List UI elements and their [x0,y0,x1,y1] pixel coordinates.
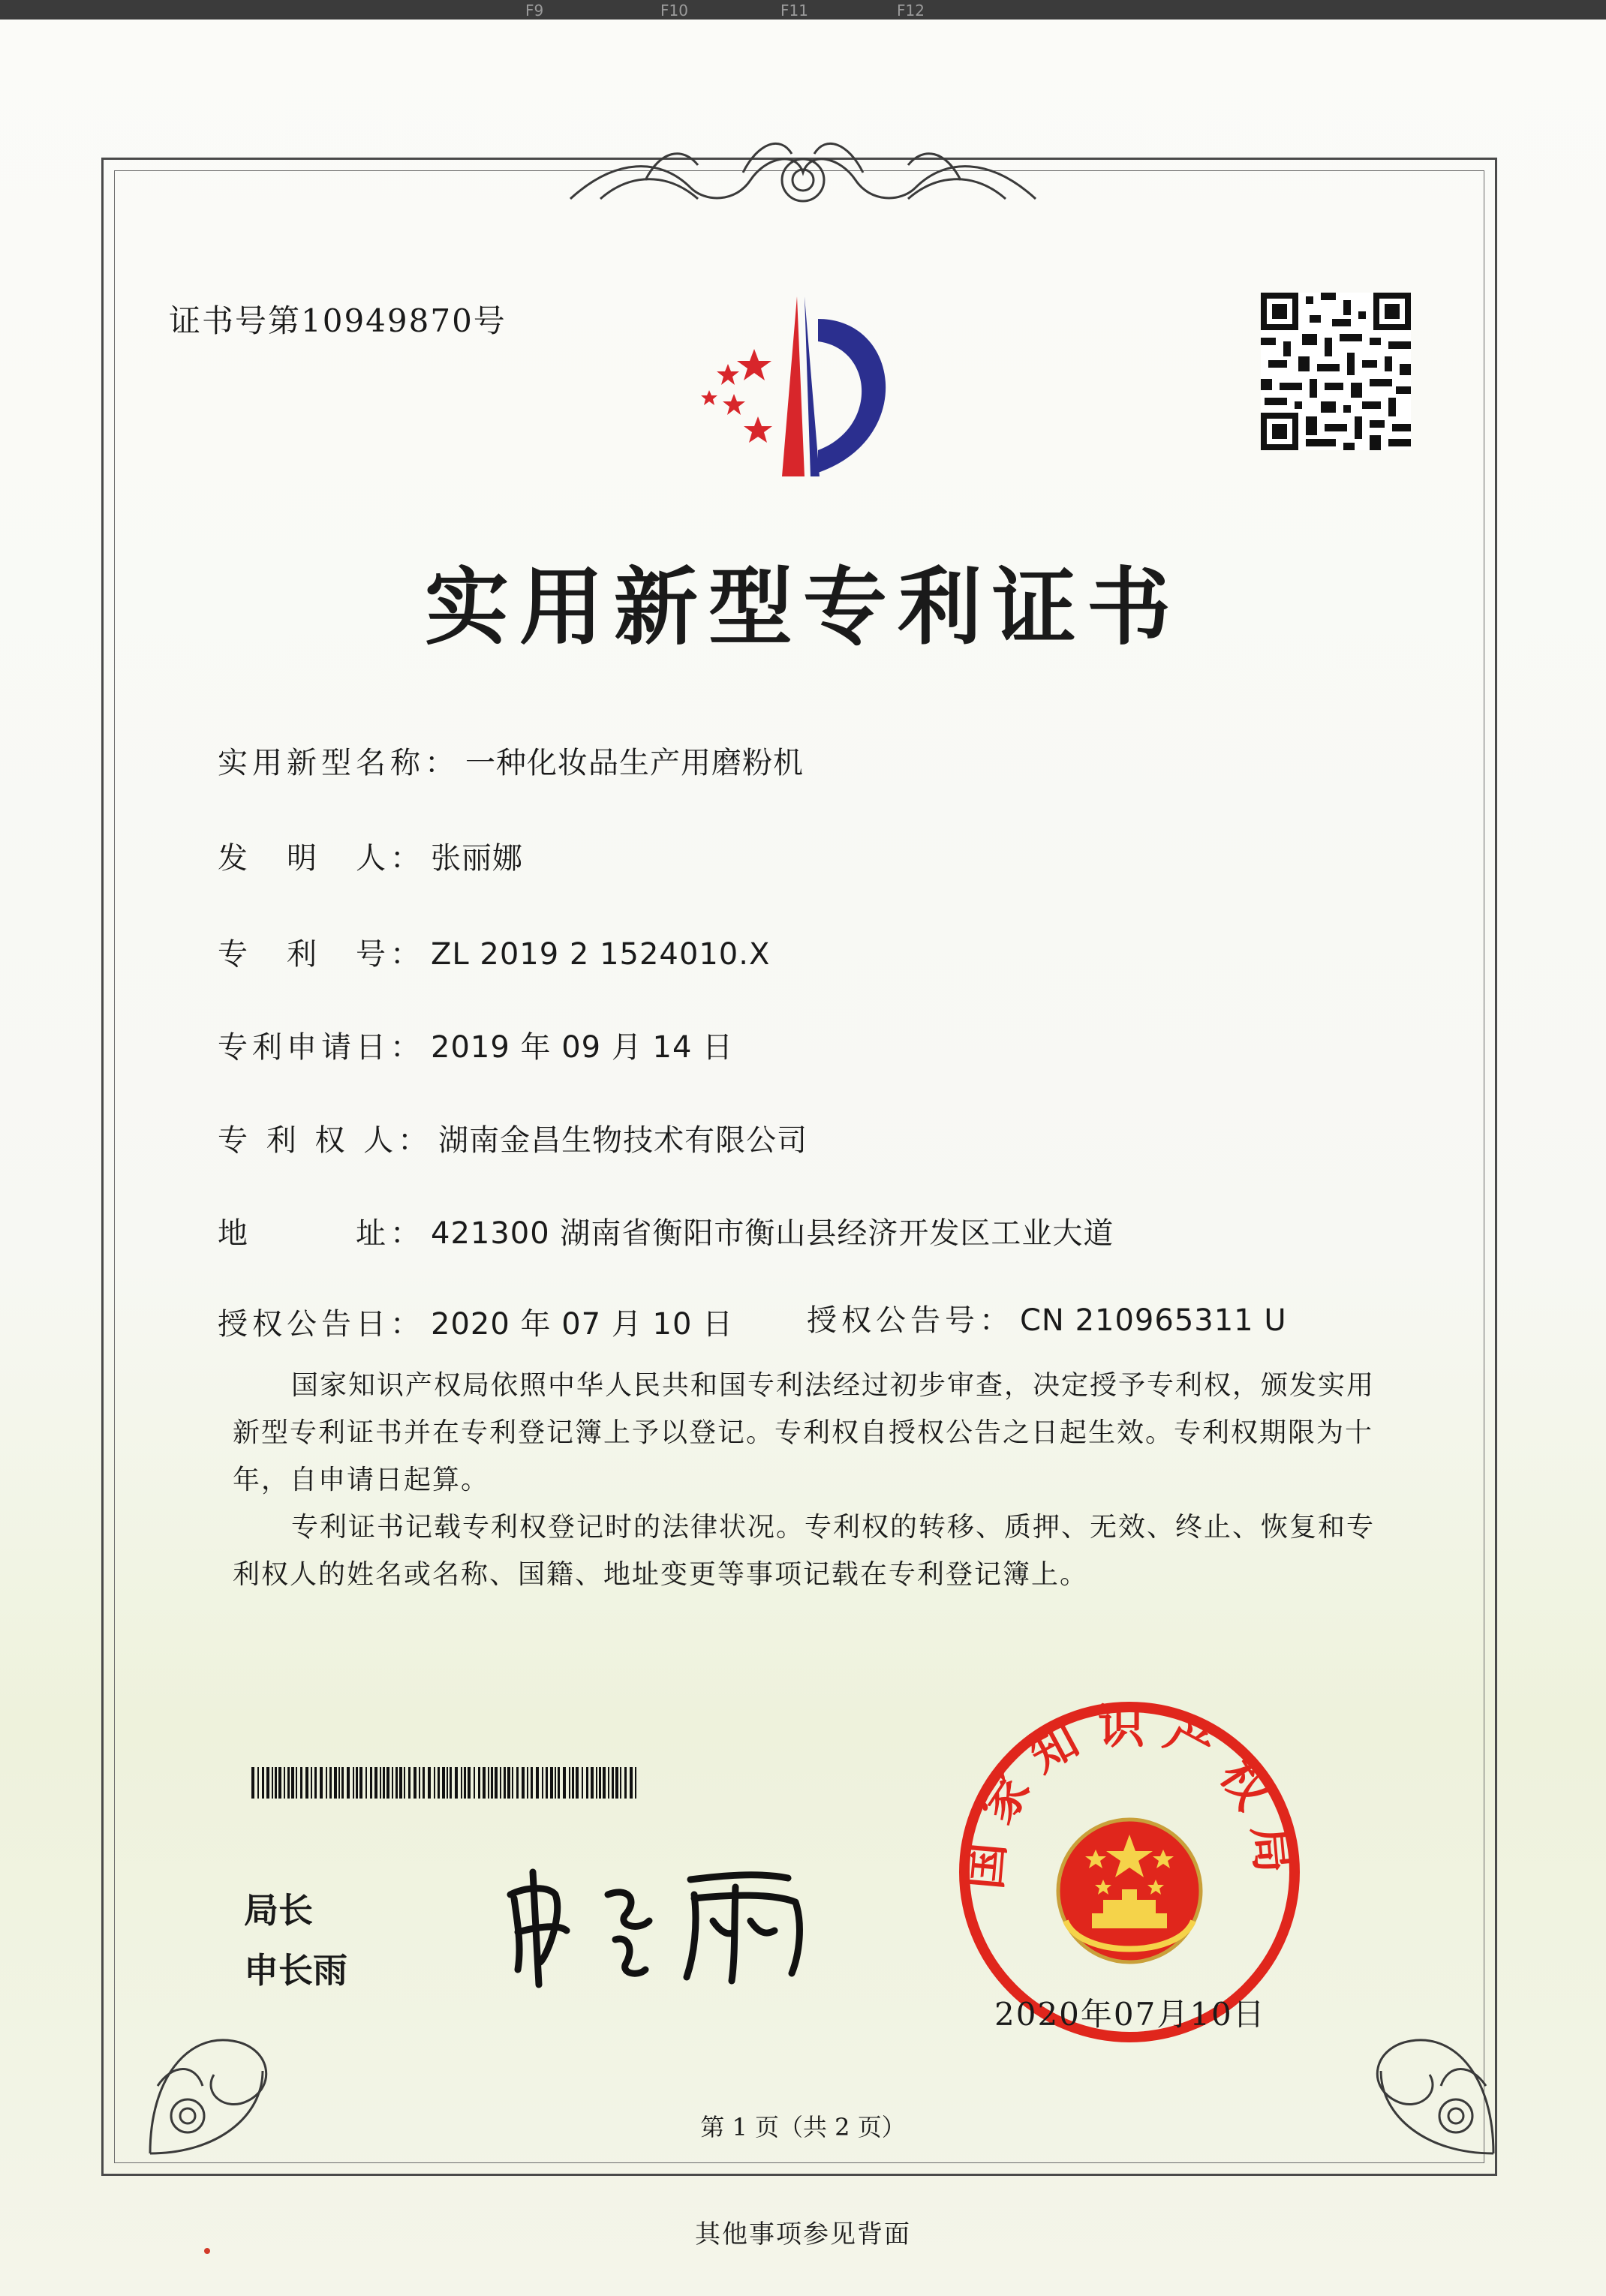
scan-key-label: F9 [525,2,544,20]
grant-number-row [807,1297,1287,1339]
address-row [218,1210,1114,1252]
barcode-bar [447,1767,448,1799]
barcode-bar [314,1767,317,1799]
barcode-bar [399,1767,402,1799]
barcode-bar [419,1767,420,1799]
barcode-bar [635,1767,636,1799]
inventor-value: 张丽娜 [431,841,523,876]
grant-date-value: 2020 年 07 月 10 日 [431,1307,734,1342]
inventor-row [218,834,523,877]
address-value: 421300 湖南省衡阳市衡山县经济开发区工业大道 [431,1216,1114,1251]
barcode-bar [582,1767,583,1799]
barcode-bar [478,1767,480,1799]
barcode-bar [630,1767,633,1799]
certificate-number-label: 证书号第 [169,302,302,339]
certificate-body [233,1362,1385,1598]
barcode-bar [278,1767,281,1799]
barcode-bar [300,1767,302,1799]
certificate-number-value: 10949870 [301,302,474,339]
scan-key-label: F11 [780,2,808,20]
barcode-bar [404,1767,405,1799]
barcode-bar [624,1767,627,1799]
barcode-bar [455,1767,458,1799]
barcode-bar [569,1767,570,1799]
barcode-bar [516,1767,519,1799]
grant-date-row [218,1300,733,1343]
barcode-bar [488,1767,489,1799]
barcode-bar [546,1767,548,1799]
barcode-bar [320,1767,323,1799]
barcode-bar [483,1767,486,1799]
barcode-bar [536,1767,539,1799]
barcode-bar [563,1767,566,1799]
barcode-bar [266,1767,269,1799]
barcode-bar [359,1767,362,1799]
barcode-bar [341,1767,344,1799]
barcode-bar [305,1767,308,1799]
barcode-bar [615,1767,618,1799]
barcode-bar [603,1767,606,1799]
barcode-bar [450,1767,452,1799]
patent-number-label: 专 利 号： [218,937,425,972]
barcode-bar [386,1767,389,1799]
barcode-bar [586,1767,588,1799]
barcode-bar [438,1767,440,1799]
barcode-bar [334,1767,337,1799]
barcode-bar [507,1767,510,1799]
ink-mark [204,2248,210,2254]
barcode-bar [464,1767,466,1799]
footer-note: 其他事项参见背面 [695,2219,911,2249]
barcode-bar [542,1767,543,1799]
patentee-value: 湖南金昌生物技术有限公司 [438,1123,808,1158]
barcode-bar [612,1767,614,1799]
barcode-bar [347,1767,350,1799]
director-title: 局长 [244,1890,313,1931]
barcode-bar [527,1767,528,1799]
barcode-bar [468,1767,471,1799]
barcode-bar [370,1767,372,1799]
barcode-bar [395,1767,398,1799]
barcode-bar [356,1767,358,1799]
barcode-bar [550,1767,553,1799]
barcode-bar [414,1767,417,1799]
grant-date-label: 授权公告日： [218,1307,425,1342]
barcode-bar [596,1767,597,1799]
barcode-bar [474,1767,475,1799]
barcode-bar [365,1767,367,1799]
patentee-label: 专 利 权 人： [218,1123,433,1158]
scan-key-label: F12 [897,2,925,20]
utility-model-name-row [218,739,804,782]
cnipa-logo-icon [675,289,931,484]
barcode-bar [599,1767,601,1799]
barcode-bar [572,1767,574,1799]
barcode-bar [257,1767,259,1799]
patent-number-row [218,930,770,973]
patentee-row [218,1116,808,1159]
barcode-bar [531,1767,533,1799]
barcode-bar [620,1767,621,1799]
barcode-bar [311,1767,312,1799]
scan-key-label: F10 [660,2,688,20]
barcode-bar [353,1767,354,1799]
barcode-bar [591,1767,594,1799]
utility-model-name-value: 一种化妆品生产用磨粉机 [465,746,804,780]
top-ornament-icon [555,128,1051,218]
director-name: 申长雨 [244,1950,347,1991]
barcode-bar [262,1767,264,1799]
barcode-bar [272,1767,273,1799]
barcode-bar [576,1767,579,1799]
barcode-bar [296,1767,297,1799]
certificate-number-suffix: 号 [473,302,507,339]
barcode-bar [287,1767,290,1799]
barcode-bar [512,1767,513,1799]
barcode-bar [500,1767,501,1799]
barcode-bar [495,1767,498,1799]
barcode-bar [461,1767,462,1799]
barcode-bar [555,1767,556,1799]
barcode-bar [291,1767,294,1799]
qr-code-icon [1261,293,1411,450]
barcode-bar [491,1767,493,1799]
barcode-bar [522,1767,525,1799]
handwritten-signature-icon [495,1842,841,1992]
utility-model-name-label: 实用新型名称： [218,746,459,780]
seal-date: 2020年07月10日 [994,1996,1266,2033]
barcode-bar [275,1767,277,1799]
barcode-bar [392,1767,393,1799]
barcode-bar [326,1767,327,1799]
barcode-bar [442,1767,445,1799]
inventor-label: 发 明 人： [218,841,425,876]
body-paragraph: 国家知识产权局依照中华人民共和国专利法经过初步审查，决定授予专利权，颁发实用新型专利证书并在专利登记簿上予以登记。专利权自授权公告之日起生效。专利权期限为十年，自申请日起算。 [233,1370,1376,1495]
barcode-bar [338,1767,340,1799]
barcode-bar [408,1767,411,1799]
filing-date-value: 2019 年 09 月 14 日 [431,1030,734,1065]
certificate-title: 实用新型专利证书 [425,558,1181,657]
barcode-bar [380,1767,381,1799]
barcode-bar [434,1767,435,1799]
scan-edge-strip [0,0,1606,20]
barcode-bar [608,1767,609,1799]
barcode-bar [329,1767,332,1799]
barcode-bar [423,1767,425,1799]
body-paragraph: 专利证书记载专利权登记时的法律状况。专利权的转移、质押、无效、终止、恢复和专利权人的姓名或名称、国籍、地址变更等事项记载在专利登记簿上。 [233,1512,1376,1590]
grant-number-value: CN 210965311 U [1020,1303,1287,1338]
filing-date-row [218,1023,733,1066]
barcode-icon [251,1767,642,1799]
barcode-bar [504,1767,506,1799]
barcode-bar [284,1767,285,1799]
filing-date-label: 专利申请日： [218,1030,425,1065]
barcode-bar [558,1767,560,1799]
barcode-bar [374,1767,377,1799]
barcode-bar [251,1767,254,1799]
barcode-bar [428,1767,431,1799]
barcode-bar [383,1767,385,1799]
page-number: 第 1 页（共 2 页） [700,2113,906,2141]
patent-number-value: ZL 2019 2 1524010.X [431,937,771,972]
seal-text: 国家知识产权局 [956,1699,1303,1892]
grant-number-label: 授权公告号： [807,1303,1014,1338]
certificate-number [169,296,507,341]
address-label: 地 址： [218,1216,425,1251]
